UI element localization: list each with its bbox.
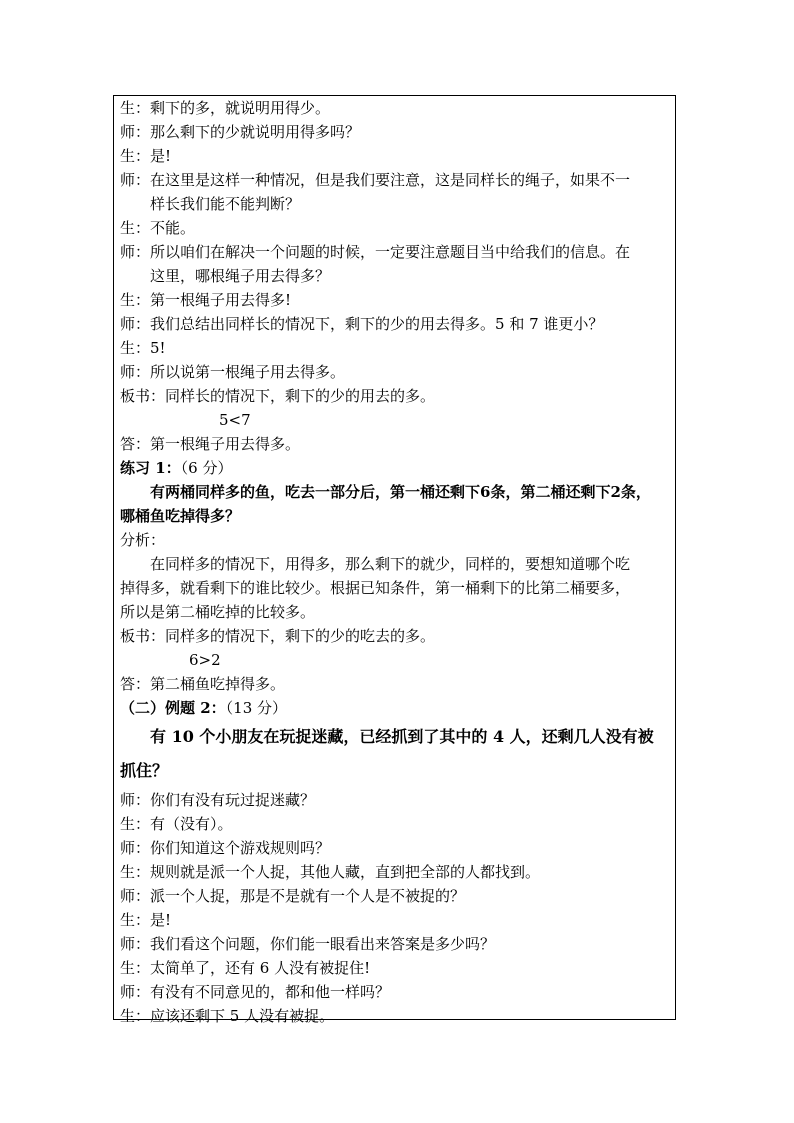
problem-statement: 哪桶鱼吃掉得多？: [120, 507, 241, 525]
text-line: 师：你们有没有玩过捉迷藏？: [120, 791, 316, 809]
exercise-title: 练习 1：: [120, 459, 181, 477]
answer-line: 答：第一根绳子用去得多。: [120, 435, 301, 453]
problem-statement: 抓住？: [120, 761, 169, 780]
text-line: 生：太简单了，还有 6 人没有被捉住!: [120, 959, 371, 977]
text-line: 样长我们能不能判断？: [150, 195, 301, 213]
example-title: （二）例题 2：: [120, 699, 226, 717]
analysis-text: 所以是第二桶吃掉的比较多。: [120, 603, 316, 621]
text-line: 师：所以咱们在解决一个问题的时候，一定要注意题目当中给我们的信息。在: [120, 243, 631, 261]
text-line: 生：有（没有）。: [120, 815, 233, 833]
text-line: 师：所以说第一根绳子用去得多。: [120, 363, 346, 381]
analysis-text: 掉得多，就看剩下的谁比较少。根据已知条件，第一桶剩下的比第二桶要多，: [120, 579, 631, 597]
text-line: 生：不能。: [120, 219, 196, 237]
example-score: （13 分）: [225, 699, 288, 717]
text-line: 生：是!: [120, 147, 172, 165]
text-line: 师：派一个人捉，那是不是就有一个人是不被捉的？: [120, 887, 466, 905]
problem-statement: 有两桶同样多的鱼，吃去一部分后，第一桶还剩下6条，第二桶还剩下2条，: [150, 483, 651, 501]
text-line: 这里，哪根绳子用去得多？: [150, 267, 331, 285]
lesson-text: [120, 96, 671, 1028]
board-equation: 5<7: [219, 411, 251, 429]
text-line: 生：规则就是派一个人捉，其他人藏，直到把全部的人都找到。: [120, 863, 541, 881]
text-line: 师：我们总结出同样长的情况下，剩下的少的用去得多。5 和 7 谁更小？: [120, 315, 604, 333]
text-line: 师：你们知道这个游戏规则吗？: [120, 839, 331, 857]
text-line: 师：在这里是这样一种情况，但是我们要注意，这是同样长的绳子，如果不一: [120, 171, 631, 189]
text-line: 师：有没有不同意见的，都和他一样吗？: [120, 983, 391, 1001]
text-line: 生：应该还剩下 5 人没有被捉。: [120, 1007, 335, 1025]
problem-statement: 有 10 个小朋友在玩捉迷藏，已经抓到了其中的 4 人，还剩几人没有被: [150, 727, 654, 746]
analysis-label: 分析：: [120, 531, 166, 549]
text-line: 师：我们看这个问题，你们能一眼看出来答案是多少吗？: [120, 935, 496, 953]
exercise-score: （6 分）: [180, 459, 233, 477]
text-line: 生：剩下的多，就说明用得少。: [120, 99, 331, 117]
board-writing: 板书：同样多的情况下，剩下的少的吃去的多。: [120, 627, 436, 645]
board-writing: 板书：同样长的情况下，剩下的少的用去的多。: [120, 387, 436, 405]
board-equation: 6>2: [189, 651, 221, 669]
lesson-table-cell: [113, 95, 676, 1025]
text-line: 师：那么剩下的少就说明用得多吗？: [120, 123, 361, 141]
example-heading: [120, 696, 671, 720]
analysis-text: 在同样多的情况下，用得多，那么剩下的就少，同样的，要想知道哪个吃: [150, 555, 631, 573]
text-line: 生：第一根绳子用去得多!: [120, 291, 292, 309]
answer-line: 答：第二桶鱼吃掉得多。: [120, 675, 286, 693]
text-line: 生：是!: [120, 911, 172, 929]
exercise-heading: [120, 456, 671, 480]
text-line: 生：5!: [120, 339, 166, 357]
